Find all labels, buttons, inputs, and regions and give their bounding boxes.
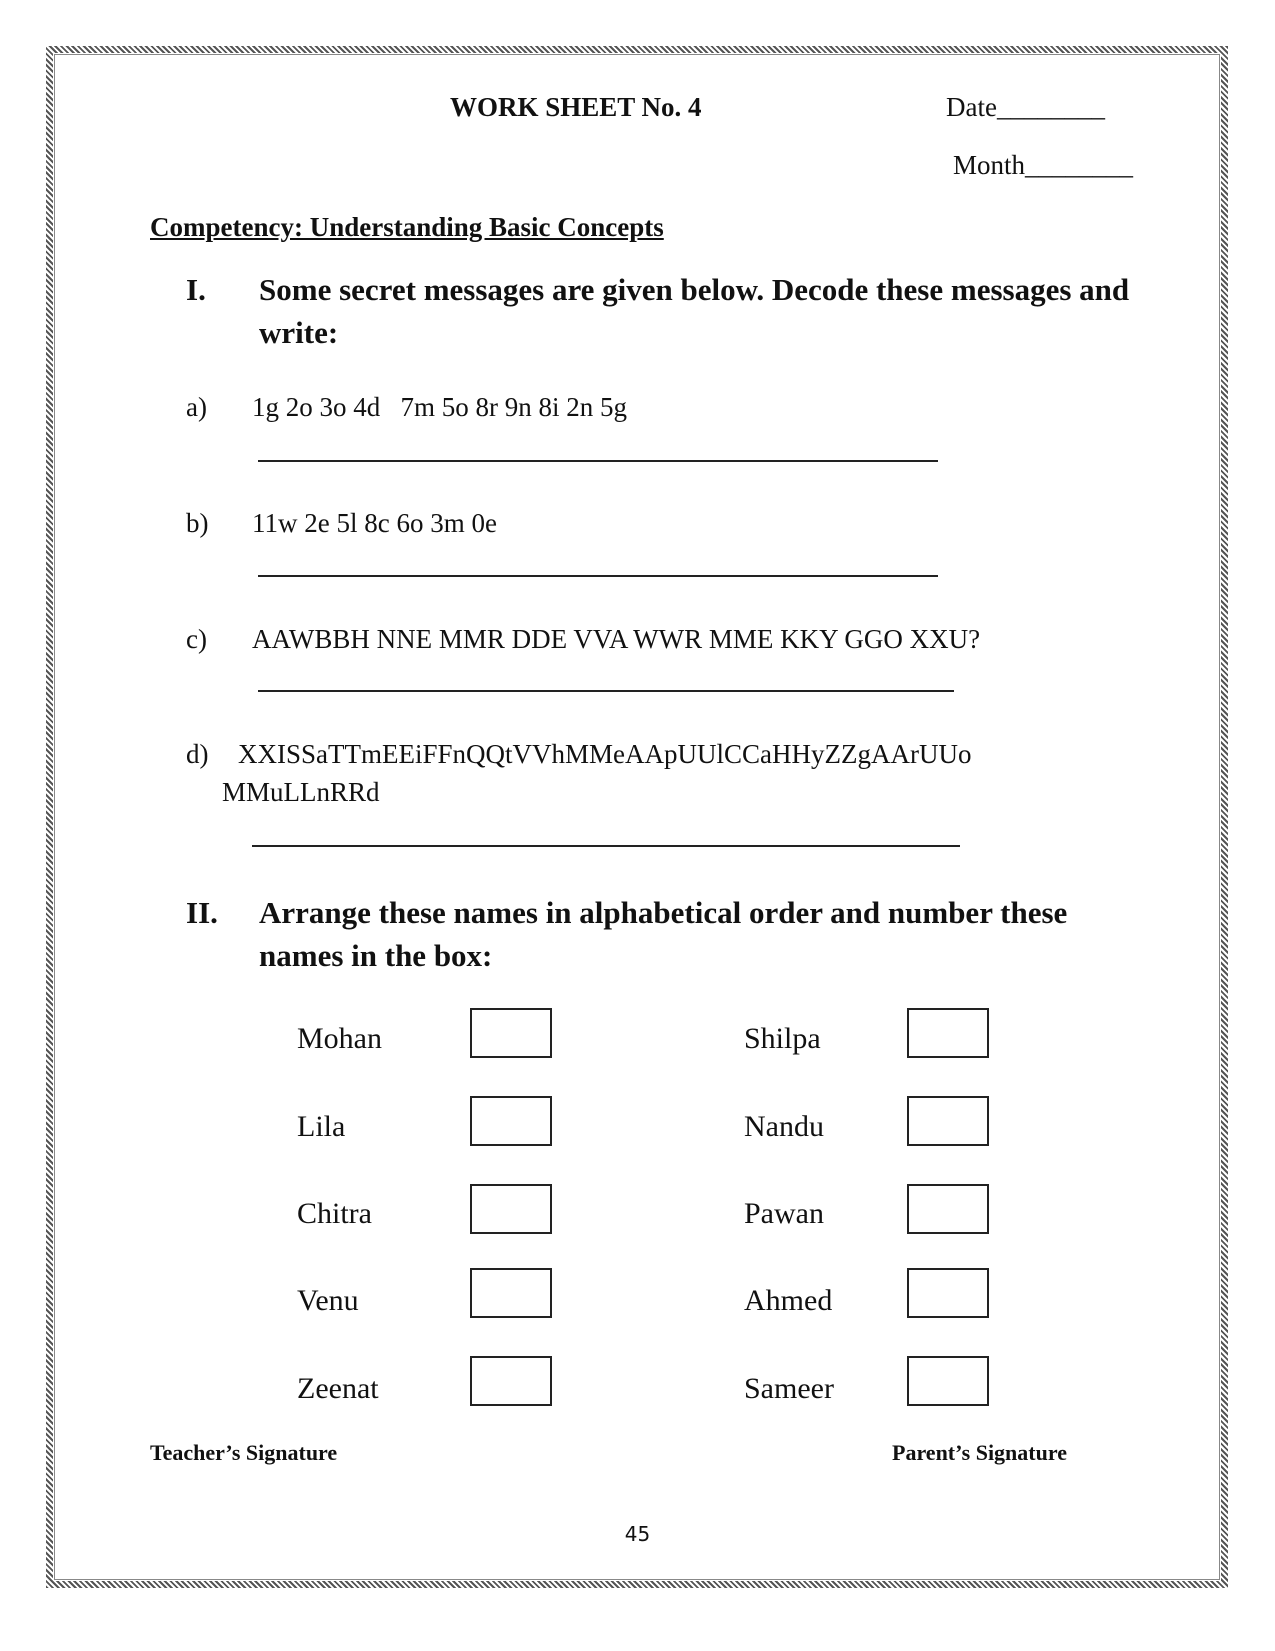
item-d-label: d) xyxy=(186,739,209,769)
item-c-message: AAWBBH NNE MMR DDE VVA WWR MME KKY GGO XXU? xyxy=(252,624,981,654)
box-zeenat[interactable] xyxy=(470,1356,552,1406)
name-nandu: Nandu xyxy=(744,1110,824,1143)
name-lila: Lila xyxy=(297,1110,346,1143)
box-ahmed[interactable] xyxy=(907,1268,989,1318)
competency-heading: Competency: Understanding Basic Concepts xyxy=(150,212,664,242)
item-b-message: 11w 2e 5l 8c 6o 3m 0e xyxy=(252,508,497,538)
name-shilpa: Shilpa xyxy=(744,1022,821,1055)
box-nandu[interactable] xyxy=(907,1096,989,1146)
answer-line-c[interactable] xyxy=(258,690,954,692)
section-1-number: I. xyxy=(186,272,206,307)
box-lila[interactable] xyxy=(470,1096,552,1146)
section-2-instruction: Arrange these names in alphabetical order and number these names in the box: xyxy=(259,895,1068,973)
box-chitra[interactable] xyxy=(470,1184,552,1234)
item-c-label: c) xyxy=(186,624,207,654)
name-zeenat: Zeenat xyxy=(297,1372,379,1405)
answer-line-a[interactable] xyxy=(258,460,938,462)
date-field: Date________ xyxy=(946,92,1105,122)
teacher-signature: Teacher’s Signature xyxy=(150,1440,338,1465)
item-a-message: 1g 2o 3o 4d 7m 5o 8r 9n 8i 2n 5g xyxy=(252,392,627,422)
name-venu: Venu xyxy=(297,1284,359,1317)
answer-line-b[interactable] xyxy=(258,575,938,577)
item-d-message-continued: MMuLLnRRd xyxy=(222,777,380,807)
name-sameer: Sameer xyxy=(744,1372,834,1405)
name-ahmed: Ahmed xyxy=(744,1284,833,1317)
box-sameer[interactable] xyxy=(907,1356,989,1406)
month-field: Month________ xyxy=(953,150,1134,180)
name-mohan: Mohan xyxy=(297,1022,382,1055)
name-pawan: Pawan xyxy=(744,1197,824,1230)
box-venu[interactable] xyxy=(470,1268,552,1318)
name-chitra: Chitra xyxy=(297,1197,372,1230)
item-b-label: b) xyxy=(186,508,209,538)
box-pawan[interactable] xyxy=(907,1184,989,1234)
box-shilpa[interactable] xyxy=(907,1008,989,1058)
section-2-number: II. xyxy=(186,895,218,930)
box-mohan[interactable] xyxy=(470,1008,552,1058)
answer-line-d[interactable] xyxy=(252,845,960,847)
parent-signature: Parent’s Signature xyxy=(892,1440,1067,1465)
page-number: 45 xyxy=(624,1522,651,1546)
item-a-label: a) xyxy=(186,392,207,422)
worksheet-title: WORK SHEET No. 4 xyxy=(450,92,702,122)
section-1-instruction: Some secret messages are given below. Decode these messages and write: xyxy=(259,272,1130,350)
item-d-message: XXISSaTTmEEiFFnQQtVVhMMeAApUUlCCaHHyZZgAArUUo xyxy=(238,739,972,769)
